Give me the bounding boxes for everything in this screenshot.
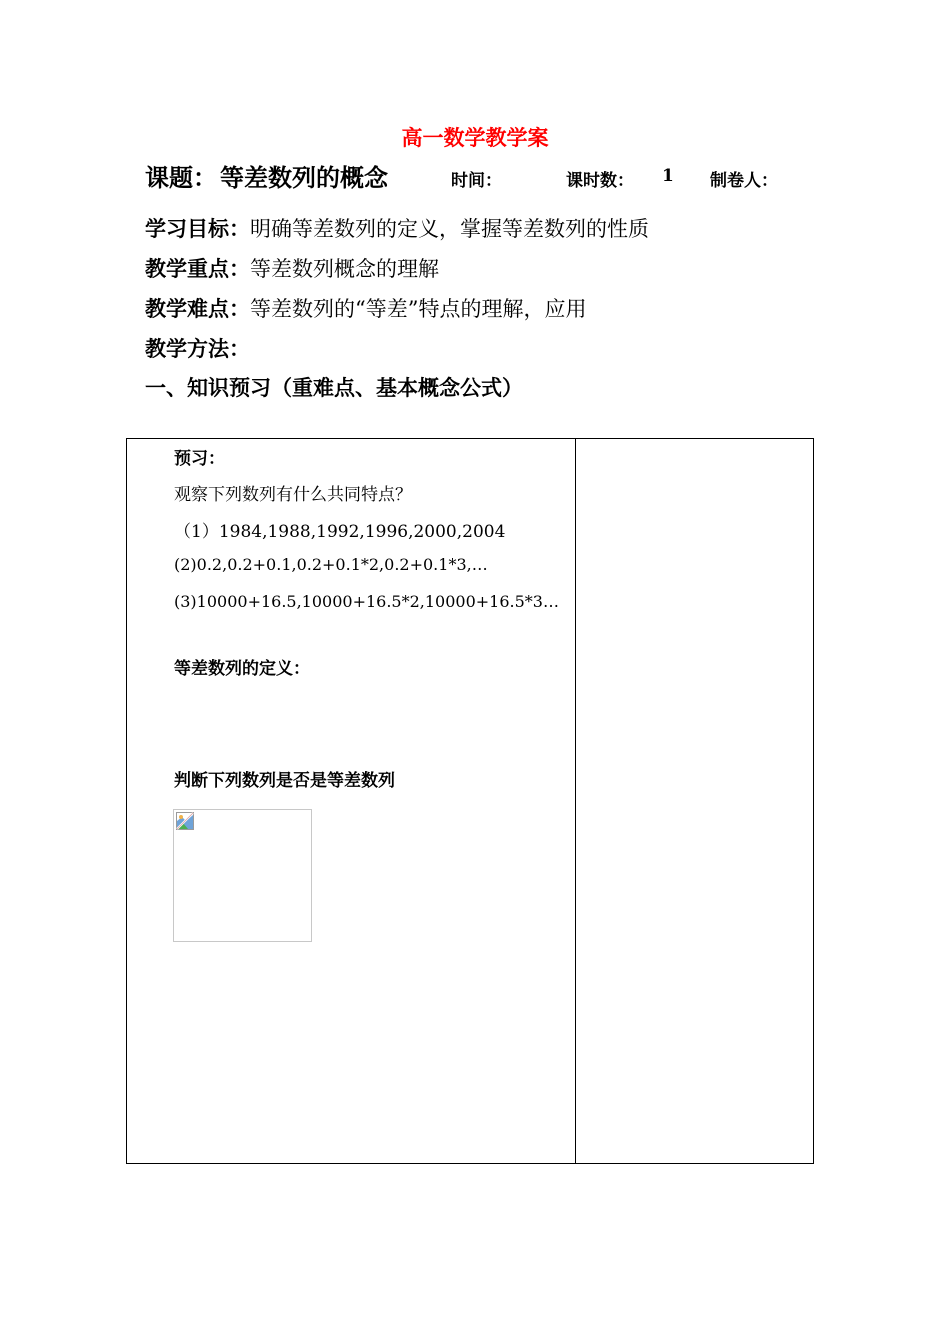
key-label: 教学重点： (145, 256, 250, 281)
section1-heading: 一、知识预习（重难点、基本概念公式） (145, 375, 523, 400)
time-label: 时间： (451, 171, 502, 191)
definition-label: 等差数列的定义： (174, 659, 310, 679)
topic-value: 等差数列的概念 (220, 163, 388, 192)
topic-label: 课题： (145, 163, 217, 192)
key-value: 等差数列概念的理解 (250, 257, 439, 281)
preview-label: 预习： (174, 449, 225, 469)
sequence-1: （1）1984,1988,1992,1996,2000,2004 (174, 522, 506, 542)
difficulty-line (145, 293, 586, 323)
hours-label: 课时数： (566, 171, 634, 191)
judge-label: 判断下列数列是否是等差数列 (174, 771, 395, 791)
author-label: 制卷人： (710, 171, 778, 191)
key-line (145, 253, 439, 283)
difficulty-value: 等差数列的“等差”特点的理解，应用 (250, 297, 587, 321)
document-title: 高一数学教学案 (401, 125, 549, 150)
goal-value: 明确等差数列的定义，掌握等差数列的性质 (250, 217, 649, 241)
broken-image-icon (176, 812, 194, 830)
hours-value: 1 (662, 166, 674, 186)
table-column-divider (575, 439, 576, 1163)
difficulty-label: 教学难点： (145, 296, 250, 321)
preview-table (126, 438, 814, 1164)
method-label: 教学方法： (145, 336, 250, 361)
goal-label: 学习目标： (145, 216, 250, 241)
image-placeholder (173, 809, 312, 942)
sequence-3: (3)10000+16.5,10000+16.5*2,10000+16.5*3… (174, 592, 559, 611)
sequence-2: (2)0.2,0.2+0.1,0.2+0.1*2,0.2+0.1*3,… (174, 555, 488, 574)
goal-line (145, 213, 649, 243)
question-text: 观察下列数列有什么共同特点？ (174, 485, 412, 505)
method-line (145, 333, 250, 363)
